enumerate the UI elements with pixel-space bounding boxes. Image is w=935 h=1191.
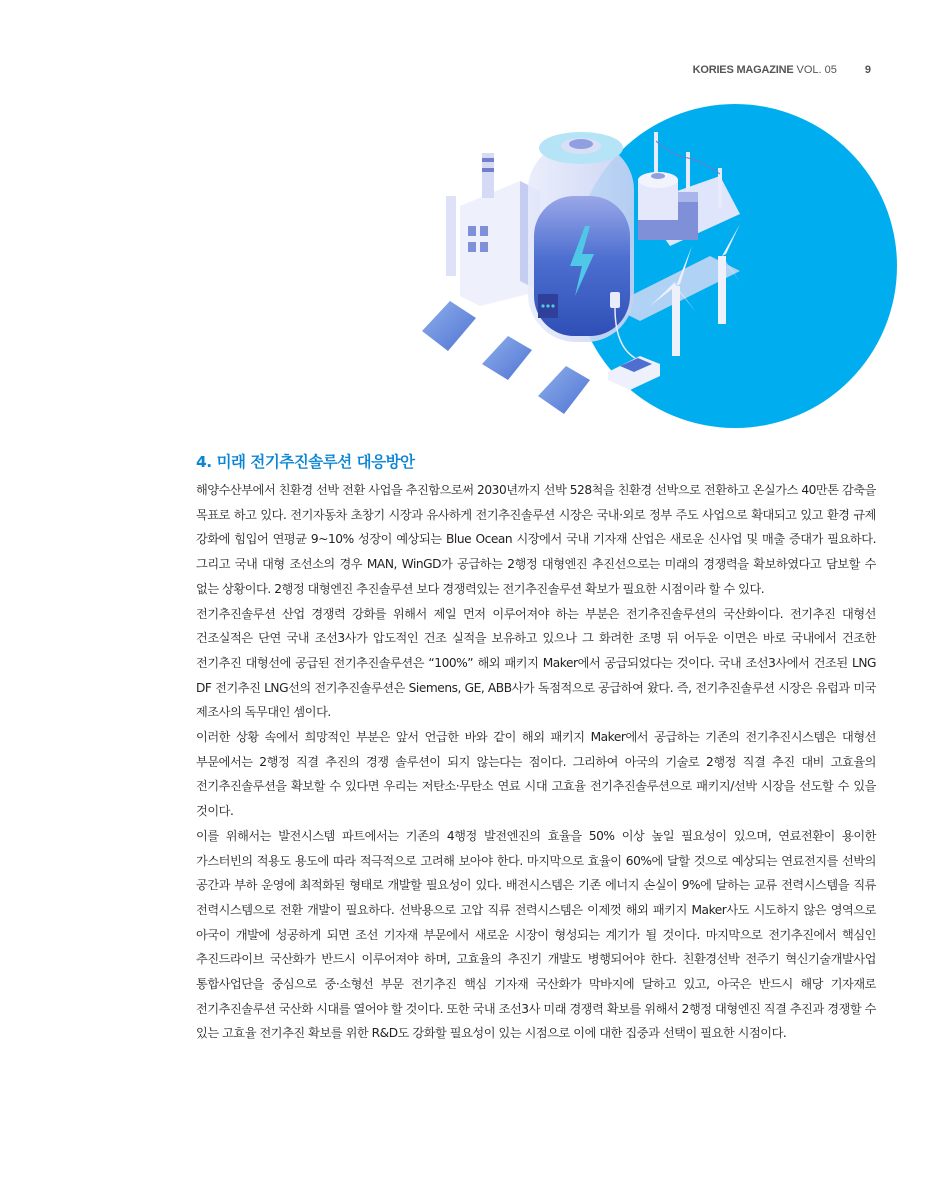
paragraph: 이를 위해서는 발전시스템 파트에서는 기존의 4행정 발전엔진의 효율을 50% 이상 높일 필요성이 있으며, 연료전환이 용이한 가스터빈의 적용도 용도에 따라 적극적으로 고려해 보아야 한다. 마지막으로 효율이 60%에 달할 것으로 예상되는 연료전지를 선박의 공간과 부하 운영에 최적화된 형태로 개발할 필요성이 있다. 배전시스템은 기존 에너지 손실이 9%에 달하는 교류 전력시스템을 직류 전력시스템으로 전환 개발이 필요하다. 선박용으로 고압 직류 전력시스템은 이제껏 해외 패키지 Maker사도 시도하지 않은 영역으로 아국이 개발에 성공하게 되면 조선 기자재 부문에서 새로운 시장이 형성되는 계기가 될 것이다. 마지막으로 전기추진에서 핵심인 추진드라이브 국산화가 반드시 이루어져야 하며, 고효율의 추진기 개발도 병행되어야 한다. 친환경선박 전주기 혁신기술개발사업 통합사업단을 중심으로 중·소형선 부문 전기추진 핵심 기자재 국산화가 막바지에 달하고 있고, 아국은 반드시 해당 기자재로 전기추진솔루션 국산화 시대를 열어야 할 것이다. 또한 국내 조선3사 미래 경쟁력 확보를 위해서 2행정 대형엔진 직결 추진과 경쟁할 수 있는 고효율 전기추진 확보를 위한 R&D도 강화할 필요성이 있는 시점으로 이에 대한 집중과 선택이 필요한 시점이다. [196, 828, 876, 1041]
page-header [693, 64, 871, 76]
magazine-title [693, 64, 837, 76]
section-title: 4. 미래 전기추진솔루션 대응방안 [196, 453, 415, 471]
battery-icon [528, 132, 634, 342]
paragraph: 해양수산부에서 친환경 선박 전환 사업을 추진함으로써 2030년까지 선박 528척을 친환경 선박으로 전환하고 온실가스 40만톤 감축을 목표로 하고 있다. 전기자동차 초창기 시장과 유사하게 전기추진솔루션 시장은 국내·외로 정부 주도 사업으로 확대되고 있고 환경 규제 강화에 힘입어 연평균 9~10% 성장이 예상되는 Blue Ocean 시장에서 국내 기자재 산업은 새로운 신사업 및 매출 증대가 필요하다. 그리고 국내 대형 조선소의 경우 MAN, WinGD가 공급하는 2행정 대형엔진 추진선으로는 미래의 경쟁력을 확보하였다고 담보할 수 없는 상황이다. 2행정 대형엔진 추진솔루션 보다 경쟁력있는 전기추진솔루션 확보가 필요한 시점이라 할 수 있다. [196, 483, 876, 596]
factory-icon [446, 153, 540, 306]
magazine-volume: VOL. 05 [796, 64, 837, 76]
energy-illustration [410, 96, 910, 446]
paragraph: 이러한 상황 속에서 희망적인 부분은 앞서 언급한 바와 같이 해외 패키지 Maker에서 공급하는 기존의 전기추진시스템은 대형선 부문에서는 2행정 직결 추진의 경쟁 솔루션이 되지 않는다는 점이다. 그리하여 아국의 기술로 2행정 직결 추진 대비 고효율의 전기추진솔루션을 확보할 수 있다면 우리는 저탄소·무탄소 연료 시대 고효율 전기추진솔루션으로 패키지/선박 시장을 선도할 수 있을 것이다. [196, 730, 876, 819]
magazine-name: KORIES MAGAZINE [692, 64, 794, 76]
paragraph: 전기추진솔루션 산업 경쟁력 강화를 위해서 제일 먼저 이루어져야 하는 부분은 전기추진솔루션의 국산화이다. 전기추진 대형선 건조실적은 단연 국내 조선3사가 압도적인 건조 실적을 보유하고 있으나 그 화려한 조명 뒤 어두운 이면은 바로 국내에서 건조한 전기추진 대형선에 공급된 전기추진솔루션은 “100%” 해외 패키지 Maker에서 공급되었다는 것이다. 국내 조선3사에서 건조된 LNG DF 전기추진 LNG선의 전기추진솔루션은 Siemens, GE, ABB사가 독점적으로 공급하여 왔다. 즉, 전기추진솔루션 시장은 유럽과 미국 제조사의 독무대인 셈이다. [196, 606, 876, 720]
page-number: 9 [864, 64, 871, 76]
article-body [196, 478, 876, 1046]
